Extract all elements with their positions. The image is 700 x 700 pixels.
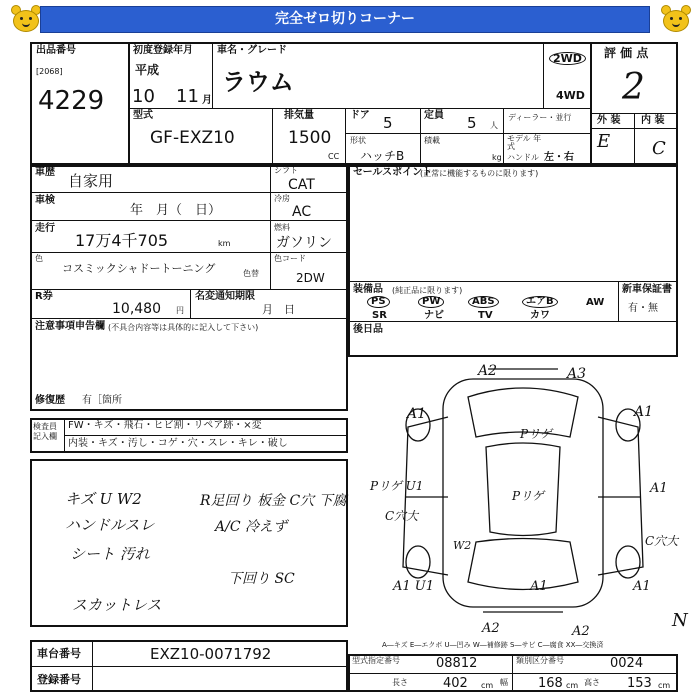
chassis-number: EXZ10-0071792 xyxy=(150,645,272,663)
inspection: 年 月（ 日） xyxy=(130,203,222,218)
color: コスミックシャドートーニング xyxy=(62,262,216,275)
color-code: 2DW xyxy=(296,271,325,285)
history: 自家用 xyxy=(68,172,114,190)
bear-mascot-icon-right xyxy=(658,4,694,34)
reg-year: 10 xyxy=(132,86,155,107)
lot-number: 4229 xyxy=(38,86,105,116)
bear-mascot-icon-left xyxy=(8,4,44,34)
page-title: 完全ゼロ切りコーナー xyxy=(40,6,650,33)
vehicle-details-box xyxy=(30,165,348,411)
model: GF-EXZ10 xyxy=(150,128,235,148)
car-name: ラウム xyxy=(222,68,294,96)
auction-sheet: 完全ゼロ切りコーナー 出品番号 [2068] 4229 初度登録年月 平成 10 11 月 車名・グレード ラウム 2WD 4WD 評 価 点 2 外 装 内 装 E C 型式 GF-EXZ10 排気量 1500 CC ドア 5 定員 5 人 ディーラー・並行 形状 ハッチB 積載 kg モデル 年式 ハンドル 左・右 車歴 自家用 シフト CAT 車検 年 月（ 日） 冷房 AC 走行 17万4千705 km 燃料 ガソリン 色 コスミックシャドートーニング 色替 色コード 2DW R券 10,480 円 名変通知期限 月 日 注意事項申告欄 (不具合内容等は具体的に記入して下さい) 修復歴 有［箇所 セールスポイント (正常に機能するものに限ります) 装備品 (純正品に限ります) 新車保証書 有・無 PS PW ABS エアB AW SR ナビ TV カワ 後日品 検査員 記入欄 FW・キズ・飛石・ヒビ割・リペア跡・×変 内装・キズ・汚し・コゲ・穴・スレ・キレ・破し キズ U W2 ハンドルスレ シート 汚れ スカットレス R足回り 板金 C穴 下腐 A/C 冷えず 下回り SC A2 A3 A1 A1 Pリゲ Pリゲ U1 Pリゲ C穴大 A1 W2 C穴大 A1 U1 A1 A1 A2 A2 N A―キズ E―エクボ U―凹み W―補修跡 S―サビ C―腐食 XX―交換済 車台番号 EXZ10-0071792 登録番号 型式指定番号 08812 類別区分番号 0024 長さ 402 cm 幅 168 cm 高さ 153 cm xyxy=(0,0,700,700)
equip-aw: AW xyxy=(586,297,605,308)
shift: CAT xyxy=(288,177,315,193)
equip-airbag: エアB xyxy=(522,296,558,308)
mileage: 17万4千705 xyxy=(75,231,169,250)
lot-sub: [2068] xyxy=(36,67,63,76)
score-label: 評 価 点 xyxy=(604,46,649,60)
lot-number-label: 出品番号 xyxy=(36,45,76,56)
length: 402 xyxy=(443,676,468,691)
equip-ps: PS xyxy=(367,296,390,308)
width: 168 xyxy=(538,676,563,691)
class-number: 0024 xyxy=(610,656,644,671)
sales-point-box xyxy=(348,165,678,357)
inspector-fw-row: FW・キズ・飛石・ヒビ割・リペア跡・×変 xyxy=(68,420,262,431)
first-reg-label: 初度登録年月 xyxy=(133,45,193,56)
car-name-label: 車名・グレード xyxy=(217,45,287,56)
era: 平成 xyxy=(135,63,160,77)
equip-pw: PW xyxy=(418,296,444,308)
reg-month: 11 xyxy=(176,86,199,107)
inspector-interior-row: 内装・キズ・汚し・コゲ・穴・スレ・キレ・破し xyxy=(68,438,288,449)
exterior-grade: E xyxy=(597,131,611,152)
damage-legend: A―キズ E―エクボ U―凹み W―補修跡 S―サビ C―腐食 XX―交換済 xyxy=(382,641,604,649)
interior-grade: C xyxy=(652,138,666,159)
recycle-fee: 10,480 xyxy=(112,301,161,317)
height: 153 xyxy=(627,676,652,691)
seats: 5 xyxy=(467,114,477,132)
equip-abs: ABS xyxy=(468,296,499,308)
type-number: 08812 xyxy=(436,656,478,671)
drive-4wd: 4WD xyxy=(556,89,585,102)
ac: AC xyxy=(292,204,312,220)
displacement: 1500 xyxy=(288,128,332,148)
score: 2 xyxy=(622,67,645,108)
fuel: ガソリン xyxy=(276,235,332,251)
drive-2wd: 2WD xyxy=(549,52,586,65)
doors: 5 xyxy=(383,114,393,132)
shape: ハッチB xyxy=(360,149,405,163)
